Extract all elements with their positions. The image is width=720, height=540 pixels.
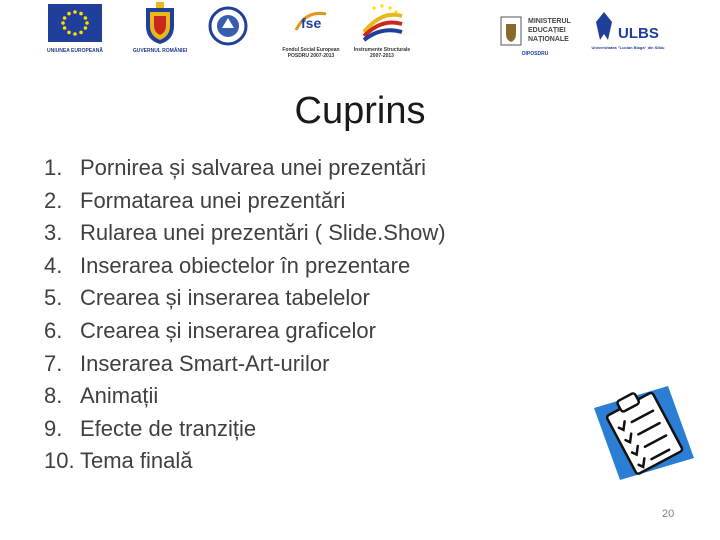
item-number: 3. (44, 220, 63, 246)
structural-instruments-logo (358, 2, 406, 46)
list-item (44, 185, 446, 218)
list-item (44, 413, 446, 446)
ministry-text-3: NAȚIONALE (528, 36, 569, 43)
fse-caption-1: Fondul Social European (282, 47, 340, 53)
item-text: Inserarea obiectelor în prezentare (80, 252, 411, 278)
structural-instruments-caption-2: 2007-2013 (370, 53, 394, 59)
item-number: 6. (44, 317, 63, 343)
ministry-caption: OIPOSDRU (521, 51, 549, 57)
clipboard-checklist-icon (590, 378, 702, 490)
ulbs-text: ULBS (618, 25, 659, 42)
list-item (44, 282, 446, 315)
ministry-crest-logo (500, 16, 522, 46)
item-number: 4. (44, 252, 63, 278)
logo-strip (0, 0, 720, 70)
item-number: 9. (44, 415, 63, 441)
romanian-coat-of-arms-logo (140, 2, 180, 46)
list-item (44, 217, 446, 250)
ministry-text-2: EDUCAȚIEI (528, 27, 566, 34)
ministry-text-1: MINISTERUL (528, 18, 571, 25)
item-number: 8. (44, 383, 63, 409)
fse-mark: fse (301, 15, 322, 31)
ulbs-crest-logo (592, 10, 616, 44)
structural-instruments-caption-1: Instrumente Structurale (353, 47, 411, 53)
item-text: Formatarea unei prezentări (80, 187, 346, 213)
item-number: 7. (44, 350, 63, 376)
eu-caption: UNIUNEA EUROPEANĂ (47, 48, 103, 54)
table-of-contents (44, 152, 446, 478)
item-text: Efecte de tranziție (80, 415, 257, 441)
item-text: Crearea și inserarea tabelelor (80, 285, 370, 311)
item-number: 10. (44, 448, 75, 474)
item-text: Animații (80, 383, 159, 409)
item-number: 1. (44, 155, 63, 180)
ulbs-caption: Universitatea "Lucian Blaga" din Sibiu (591, 45, 665, 50)
item-text: Crearea și inserarea graficelor (80, 317, 376, 343)
item-number: 2. (44, 187, 63, 213)
list-item (44, 380, 446, 413)
list-item (44, 348, 446, 381)
item-text: Inserarea Smart-Art-urilor (80, 350, 330, 376)
list-item (44, 250, 446, 283)
list-item (44, 315, 446, 348)
government-caption: GUVERNUL ROMÂNIEI (132, 48, 188, 54)
list-item (44, 152, 446, 185)
list-item (44, 445, 446, 478)
fse-logo (292, 8, 332, 36)
fse-caption-2: POSDRU 2007-2013 (287, 53, 335, 59)
eu-flag-logo (48, 4, 102, 42)
item-text: Tema finală (80, 448, 193, 474)
page-number: 20 (662, 508, 675, 520)
item-text: Rularea unei prezentări ( Slide.Show) (80, 220, 446, 246)
slide-title: Cuprins (294, 90, 426, 132)
item-number: 5. (44, 285, 63, 311)
round-seal-logo (208, 6, 248, 46)
item-text: Pornirea și salvarea unei prezentări (80, 155, 427, 180)
